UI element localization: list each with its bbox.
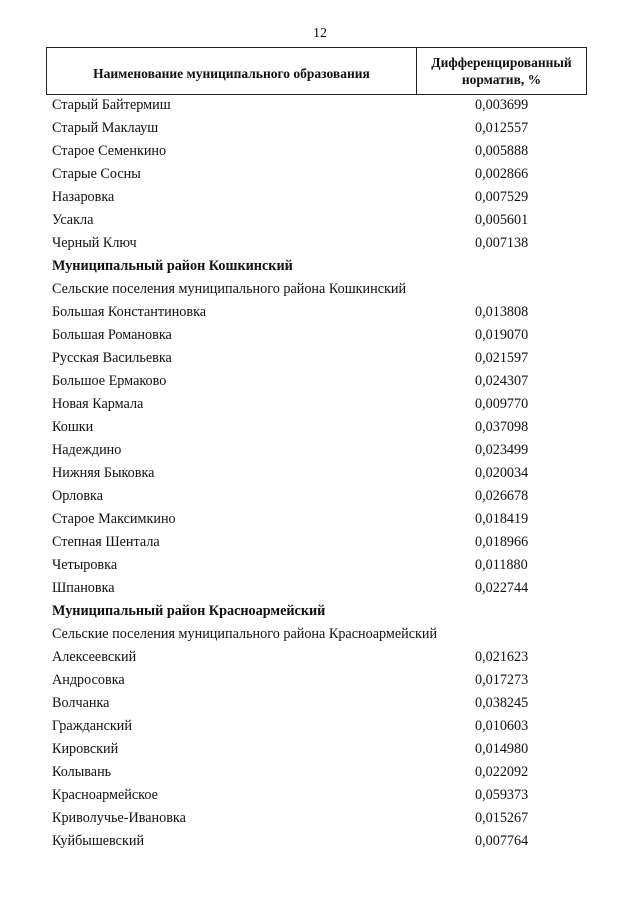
municipality-name: Большое Ермаково	[52, 373, 167, 389]
table-row	[52, 186, 597, 209]
table-row	[52, 301, 597, 324]
table-body	[52, 94, 597, 853]
section-heading	[52, 600, 597, 623]
table-row	[52, 646, 597, 669]
municipality-name: Четыровка	[52, 557, 118, 573]
table-row	[52, 393, 597, 416]
normative-value: 0,018419	[475, 511, 529, 527]
normative-value: 0,021623	[475, 649, 529, 665]
table-row	[52, 807, 597, 830]
table-row	[52, 692, 597, 715]
normative-value: 0,022092	[475, 764, 529, 780]
normative-value: 0,014980	[475, 741, 529, 757]
municipality-name: Большая Романовка	[52, 327, 172, 343]
section-subheading	[52, 278, 597, 301]
municipality-name: Криволучье-Ивановка	[52, 810, 186, 826]
municipality-name: Нижняя Быковка	[52, 465, 155, 481]
municipality-name: Колывань	[52, 764, 112, 780]
municipality-name: Степная Шентала	[52, 534, 160, 550]
table-row	[52, 439, 597, 462]
municipality-name: Красноармейское	[52, 787, 158, 803]
table-row	[52, 163, 597, 186]
municipality-name: Гражданский	[52, 718, 132, 734]
normative-value: 0,007764	[475, 833, 529, 849]
municipality-name: Андросовка	[52, 672, 125, 688]
normative-value: 0,026678	[475, 488, 529, 504]
normative-value: 0,007138	[475, 235, 529, 251]
normative-value: 0,005601	[475, 212, 529, 228]
table-row	[52, 94, 597, 117]
normative-value: 0,022744	[475, 580, 529, 596]
table-row	[52, 508, 597, 531]
normative-value: 0,012557	[475, 120, 529, 136]
normative-value: 0,013808	[475, 304, 529, 320]
normative-value: 0,010603	[475, 718, 529, 734]
table-row	[52, 577, 597, 600]
municipality-name: Сельские поселения муниципального района Кошкинский	[52, 281, 407, 297]
municipality-name: Муниципальный район Красноармейский	[52, 603, 326, 619]
table-row	[52, 462, 597, 485]
table-row	[52, 370, 597, 393]
table-row	[52, 347, 597, 370]
municipality-name: Усакла	[52, 212, 94, 228]
table-row	[52, 830, 597, 853]
section-heading	[52, 255, 597, 278]
table-row	[52, 531, 597, 554]
municipality-name: Куйбышевский	[52, 833, 145, 849]
municipality-name: Волчанка	[52, 695, 110, 711]
municipality-name: Большая Константиновка	[52, 304, 207, 320]
table-header	[46, 47, 587, 95]
normative-value: 0,023499	[475, 442, 529, 458]
page-number: 12	[313, 26, 327, 41]
municipality-name: Старое Максимкино	[52, 511, 176, 527]
municipality-name: Старые Сосны	[52, 166, 141, 182]
municipality-name: Надеждино	[52, 442, 122, 458]
municipality-name: Алексеевский	[52, 649, 137, 665]
municipality-name: Новая Кармала	[52, 396, 144, 412]
normative-value: 0,059373	[475, 787, 529, 803]
table-row	[52, 140, 597, 163]
municipality-name: Шпановка	[52, 580, 115, 596]
municipality-name: Старое Семенкино	[52, 143, 167, 159]
table-row	[52, 416, 597, 439]
normative-value: 0,024307	[475, 373, 529, 389]
municipality-name: Орловка	[52, 488, 103, 504]
municipality-name: Муниципальный район Кошкинский	[52, 258, 293, 274]
normative-value: 0,018966	[475, 534, 529, 550]
normative-value: 0,003699	[475, 97, 529, 113]
normative-value: 0,015267	[475, 810, 529, 826]
municipality-name: Старый Маклауш	[52, 120, 159, 136]
normative-value: 0,038245	[475, 695, 529, 711]
column-header-name: Наименование муниципального образования	[47, 48, 417, 94]
table-row	[52, 669, 597, 692]
table-row	[52, 761, 597, 784]
municipality-name: Старый Байтермиш	[52, 97, 171, 113]
normative-value: 0,005888	[475, 143, 529, 159]
municipality-name: Русская Васильевка	[52, 350, 172, 366]
municipality-name: Сельские поселения муниципального района Красноармейский	[52, 626, 438, 642]
normative-value: 0,020034	[475, 465, 529, 481]
municipality-name: Кошки	[52, 419, 94, 435]
normative-value: 0,019070	[475, 327, 529, 343]
municipality-name: Назаровка	[52, 189, 115, 205]
section-subheading	[52, 623, 597, 646]
normative-value: 0,002866	[475, 166, 529, 182]
table-row	[52, 715, 597, 738]
table-row	[52, 117, 597, 140]
table-row	[52, 738, 597, 761]
column-header-normative: Дифференцированный норматив, %	[431, 55, 572, 87]
normative-value: 0,037098	[475, 419, 529, 435]
table-row	[52, 554, 597, 577]
normative-value: 0,017273	[475, 672, 529, 688]
municipality-name: Кировский	[52, 741, 119, 757]
table-row	[52, 324, 597, 347]
table-row	[52, 232, 597, 255]
normative-value: 0,011880	[475, 557, 528, 573]
normative-value: 0,021597	[475, 350, 529, 366]
table-row	[52, 784, 597, 807]
municipality-name: Черный Ключ	[52, 235, 137, 251]
normative-value: 0,009770	[475, 396, 529, 412]
table-row	[52, 209, 597, 232]
normative-value: 0,007529	[475, 189, 529, 205]
table-row	[52, 485, 597, 508]
